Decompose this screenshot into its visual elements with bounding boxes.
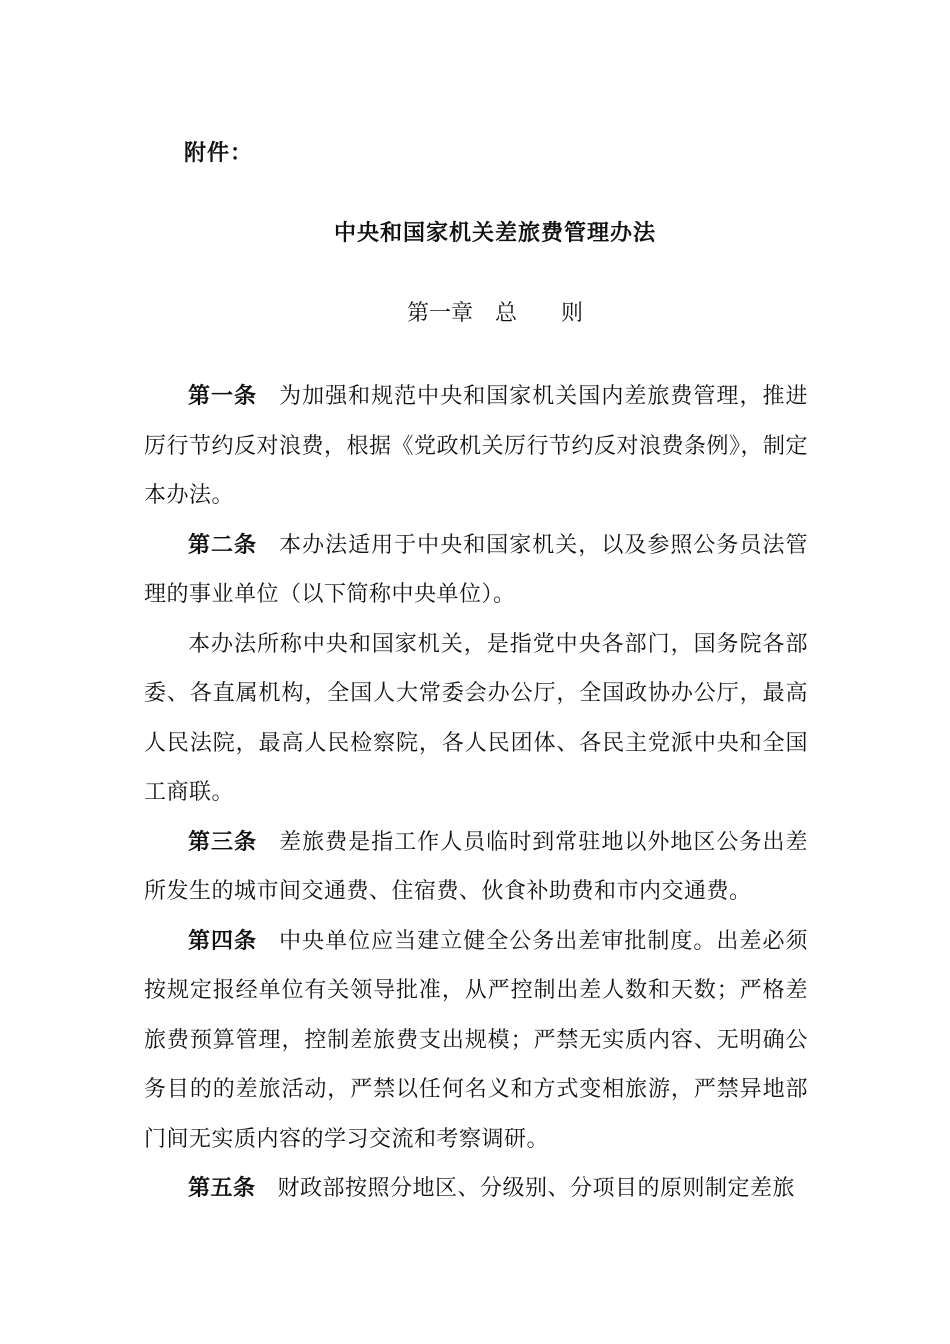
article-paragraph xyxy=(144,1164,808,1214)
article-number: 第三条 xyxy=(188,828,258,855)
article-text: 本办法适用于中央和国家机关，以及参照公务员法管理的事业单位（以下简称中央单位）。 xyxy=(144,532,808,607)
document-title: 中央和国家机关差旅费管理办法 xyxy=(333,220,656,246)
article-number: 第一条 xyxy=(188,383,258,409)
attachment-label: 附件： xyxy=(184,140,254,166)
article-paragraph xyxy=(144,818,808,917)
body-paragraph xyxy=(144,620,808,818)
article-text: 财政部按照分地区、分级别、分项目的原则制定差旅 xyxy=(277,1176,796,1201)
paragraph-text: 本办法所称中央和国家机关，是指党中央各部门，国务院各部委、各直属机构，全国人大常委会办公厅，全国政协办公厅，最高人民法院，最高人民检察院，各人民团体、各民主党派中央和全国工商联。 xyxy=(144,631,808,805)
article-number: 第五条 xyxy=(188,1175,256,1201)
article-paragraph xyxy=(144,917,808,1165)
article-number: 第二条 xyxy=(188,531,258,558)
article-paragraph xyxy=(144,521,808,620)
document-body xyxy=(144,372,808,1214)
article-paragraph xyxy=(144,372,808,521)
article-number: 第四条 xyxy=(188,927,258,954)
article-text: 为加强和规范中央和国家机关国内差旅费管理，推进厉行节约反对浪费，根据《党政机关厉行节约反对浪费条例》，制定本办法。 xyxy=(144,384,809,508)
chapter-heading: 第一章 总 则 xyxy=(406,301,583,326)
article-text: 中央单位应当建立健全公务出差审批制度。出差必须按规定报经单位有关领导批准，从严控制出差人数和天数；严格差旅费预算管理，控制差旅费支出规模；严禁无实质内容、无明确公务目的的差旅活动，严禁以任何名义和方式变相旅游，严禁异地部门间无实质内容的学习交流和考察调研。 xyxy=(144,928,808,1152)
article-text: 差旅费是指工作人员临时到常驻地以外地区公务出差所发生的城市间交通费、住宿费、伙食补助费和市内交通费。 xyxy=(144,829,808,904)
